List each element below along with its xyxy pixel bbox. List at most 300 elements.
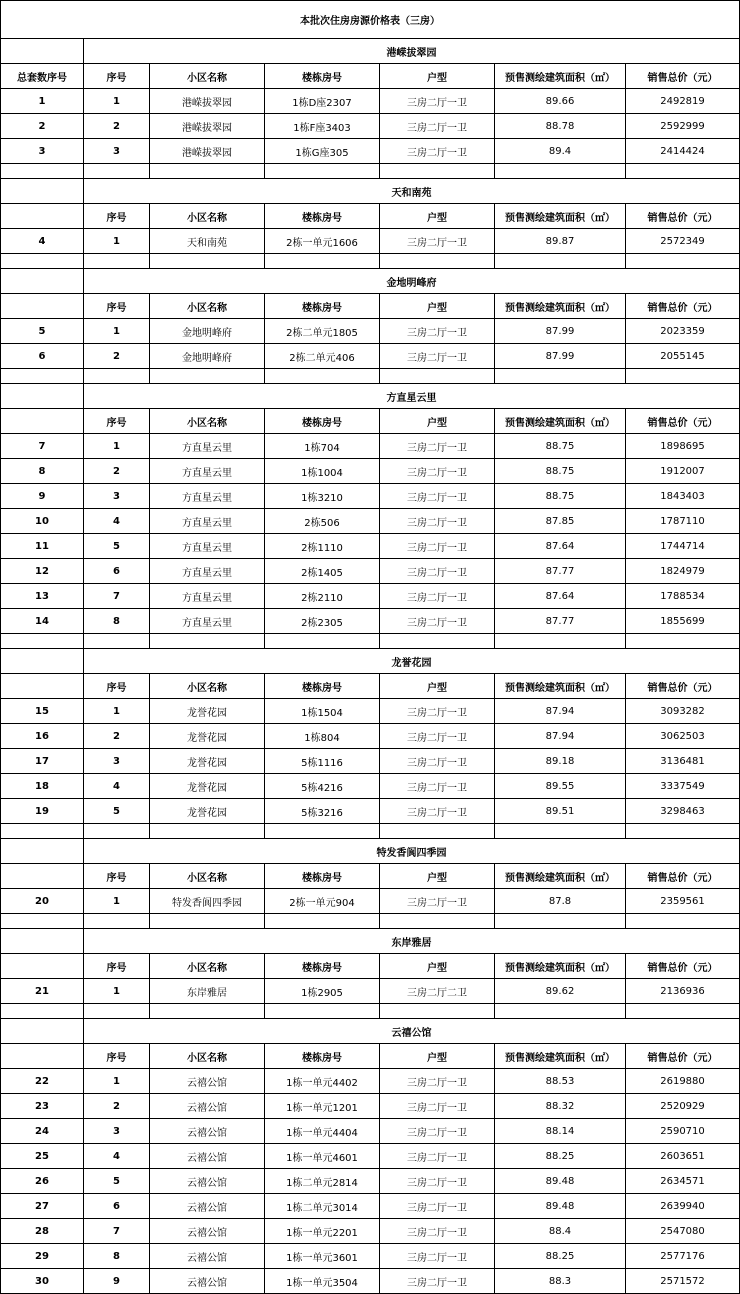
cell-community: 港嵘拔翠园 — [150, 89, 265, 114]
cell-area: 87.77 — [495, 609, 626, 634]
header-index: 序号 — [84, 674, 150, 699]
cell-unit: 1栋G座305 — [265, 139, 380, 164]
cell-area: 88.78 — [495, 114, 626, 139]
table-row — [1, 1119, 740, 1144]
table-row — [1, 1069, 740, 1094]
group-spacer — [1, 914, 740, 929]
empty-cell — [1, 649, 84, 674]
cell-unit: 1栋一单元4601 — [265, 1144, 380, 1169]
header-price: 销售总价（元） — [626, 954, 740, 979]
cell-layout: 三房二厅一卫 — [380, 799, 495, 824]
cell-total-index: 11 — [1, 534, 84, 559]
cell-layout: 三房二厅一卫 — [380, 139, 495, 164]
cell-price: 1898695 — [626, 434, 740, 459]
header-unit: 楼栋房号 — [265, 204, 380, 229]
header-area: 预售测绘建筑面积（㎡） — [495, 864, 626, 889]
cell-unit: 1栋1504 — [265, 699, 380, 724]
header-total-index: 总套数序号 — [1, 64, 84, 89]
cell-unit: 1栋2905 — [265, 979, 380, 1004]
cell-unit: 1栋D座2307 — [265, 89, 380, 114]
cell-index: 1 — [84, 699, 150, 724]
cell-unit: 1栋二单元2814 — [265, 1169, 380, 1194]
cell-community: 金地明峰府 — [150, 344, 265, 369]
cell-price: 2359561 — [626, 889, 740, 914]
group-name-row — [1, 929, 740, 954]
table-row — [1, 344, 740, 369]
cell-unit: 2栋二单元1805 — [265, 319, 380, 344]
cell-price: 3093282 — [626, 699, 740, 724]
cell-community: 云禧公馆 — [150, 1194, 265, 1219]
cell-price: 3136481 — [626, 749, 740, 774]
header-row — [1, 954, 740, 979]
cell-area: 87.8 — [495, 889, 626, 914]
cell-unit: 2栋一单元1606 — [265, 229, 380, 254]
cell-area: 87.64 — [495, 584, 626, 609]
cell-total-index: 5 — [1, 319, 84, 344]
cell-area: 87.94 — [495, 699, 626, 724]
cell-price: 2547080 — [626, 1219, 740, 1244]
cell-layout: 三房二厅一卫 — [380, 1244, 495, 1269]
cell-layout: 三房二厅一卫 — [380, 1119, 495, 1144]
empty-cell — [1, 1044, 84, 1069]
header-layout: 户型 — [380, 64, 495, 89]
cell-index: 5 — [84, 1169, 150, 1194]
cell-price: 1788534 — [626, 584, 740, 609]
empty-cell — [1, 929, 84, 954]
empty-cell — [1, 204, 84, 229]
cell-area: 88.53 — [495, 1069, 626, 1094]
empty-cell — [1, 384, 84, 409]
table-row — [1, 319, 740, 344]
table-row — [1, 1219, 740, 1244]
cell-layout: 三房二厅一卫 — [380, 1069, 495, 1094]
cell-index: 4 — [84, 774, 150, 799]
cell-price: 2572349 — [626, 229, 740, 254]
header-index: 序号 — [84, 204, 150, 229]
cell-area: 89.87 — [495, 229, 626, 254]
cell-price: 3062503 — [626, 724, 740, 749]
header-price: 销售总价（元） — [626, 409, 740, 434]
cell-community: 方直星云里 — [150, 584, 265, 609]
group-name-row — [1, 269, 740, 294]
cell-total-index: 9 — [1, 484, 84, 509]
cell-unit: 1栋一单元2201 — [265, 1219, 380, 1244]
cell-total-index: 26 — [1, 1169, 84, 1194]
cell-total-index: 17 — [1, 749, 84, 774]
cell-total-index: 27 — [1, 1194, 84, 1219]
cell-layout: 三房二厅一卫 — [380, 1194, 495, 1219]
cell-layout: 三房二厅一卫 — [380, 534, 495, 559]
table-row — [1, 1169, 740, 1194]
cell-unit: 2栋1110 — [265, 534, 380, 559]
cell-community: 方直星云里 — [150, 559, 265, 584]
group-spacer — [1, 369, 740, 384]
cell-community: 云禧公馆 — [150, 1094, 265, 1119]
cell-unit: 5栋1116 — [265, 749, 380, 774]
cell-index: 8 — [84, 609, 150, 634]
header-layout: 户型 — [380, 1044, 495, 1069]
cell-price: 2592999 — [626, 114, 740, 139]
table-row — [1, 1244, 740, 1269]
cell-unit: 1栋一单元4404 — [265, 1119, 380, 1144]
cell-unit: 1栋二单元3014 — [265, 1194, 380, 1219]
cell-layout: 三房二厅一卫 — [380, 344, 495, 369]
empty-cell — [1, 179, 84, 204]
page-title: 本批次住房房源价格表（三房） — [1, 1, 740, 39]
table-row — [1, 609, 740, 634]
header-unit: 楼栋房号 — [265, 954, 380, 979]
empty-cell — [1, 409, 84, 434]
cell-community: 云禧公馆 — [150, 1119, 265, 1144]
header-price: 销售总价（元） — [626, 674, 740, 699]
cell-area: 88.4 — [495, 1219, 626, 1244]
cell-index: 3 — [84, 139, 150, 164]
table-row — [1, 89, 740, 114]
cell-price: 2055145 — [626, 344, 740, 369]
cell-index: 1 — [84, 89, 150, 114]
cell-layout: 三房二厅一卫 — [380, 1219, 495, 1244]
group-name-row — [1, 39, 740, 64]
cell-area: 89.48 — [495, 1194, 626, 1219]
cell-area: 89.48 — [495, 1169, 626, 1194]
cell-index: 4 — [84, 509, 150, 534]
cell-price: 1787110 — [626, 509, 740, 534]
group-spacer — [1, 164, 740, 179]
cell-price: 2590710 — [626, 1119, 740, 1144]
cell-index: 2 — [84, 1094, 150, 1119]
cell-community: 方直星云里 — [150, 459, 265, 484]
cell-area: 87.64 — [495, 534, 626, 559]
cell-unit: 5栋3216 — [265, 799, 380, 824]
cell-community: 龙誉花园 — [150, 749, 265, 774]
cell-area: 88.3 — [495, 1269, 626, 1294]
cell-area: 87.99 — [495, 319, 626, 344]
cell-community: 龙誉花园 — [150, 774, 265, 799]
table-row — [1, 459, 740, 484]
cell-area: 88.75 — [495, 434, 626, 459]
group-name: 龙誉花园 — [84, 649, 740, 674]
cell-unit: 2栋2110 — [265, 584, 380, 609]
empty-cell — [1, 294, 84, 319]
cell-area: 88.75 — [495, 484, 626, 509]
header-unit: 楼栋房号 — [265, 294, 380, 319]
header-community: 小区名称 — [150, 1044, 265, 1069]
group-name-row — [1, 179, 740, 204]
cell-price: 2639940 — [626, 1194, 740, 1219]
header-unit: 楼栋房号 — [265, 409, 380, 434]
cell-layout: 三房二厅一卫 — [380, 609, 495, 634]
cell-community: 云禧公馆 — [150, 1169, 265, 1194]
cell-layout: 三房二厅一卫 — [380, 89, 495, 114]
group-spacer — [1, 634, 740, 649]
header-layout: 户型 — [380, 204, 495, 229]
header-index: 序号 — [84, 64, 150, 89]
cell-layout: 三房二厅一卫 — [380, 1169, 495, 1194]
cell-unit: 2栋1405 — [265, 559, 380, 584]
header-layout: 户型 — [380, 294, 495, 319]
cell-index: 5 — [84, 799, 150, 824]
cell-index: 5 — [84, 534, 150, 559]
cell-area: 89.51 — [495, 799, 626, 824]
cell-unit: 2栋2305 — [265, 609, 380, 634]
cell-index: 3 — [84, 484, 150, 509]
empty-cell — [1, 269, 84, 294]
cell-layout: 三房二厅一卫 — [380, 114, 495, 139]
header-community: 小区名称 — [150, 674, 265, 699]
group-name-row — [1, 384, 740, 409]
empty-cell — [1, 39, 84, 64]
cell-price: 2619880 — [626, 1069, 740, 1094]
cell-area: 88.32 — [495, 1094, 626, 1119]
cell-area: 89.55 — [495, 774, 626, 799]
cell-price: 2414424 — [626, 139, 740, 164]
header-price: 销售总价（元） — [626, 294, 740, 319]
cell-price: 1824979 — [626, 559, 740, 584]
header-area: 预售测绘建筑面积（㎡） — [495, 409, 626, 434]
header-index: 序号 — [84, 954, 150, 979]
cell-layout: 三房二厅一卫 — [380, 229, 495, 254]
header-unit: 楼栋房号 — [265, 64, 380, 89]
cell-index: 7 — [84, 584, 150, 609]
empty-cell — [1, 954, 84, 979]
group-name: 云禧公馆 — [84, 1019, 740, 1044]
table-row — [1, 434, 740, 459]
header-unit: 楼栋房号 — [265, 1044, 380, 1069]
table-row — [1, 724, 740, 749]
group-name-row — [1, 649, 740, 674]
header-community: 小区名称 — [150, 204, 265, 229]
cell-price: 2577176 — [626, 1244, 740, 1269]
cell-community: 特发香阆四季园 — [150, 889, 265, 914]
cell-layout: 三房二厅一卫 — [380, 699, 495, 724]
header-unit: 楼栋房号 — [265, 674, 380, 699]
table-row — [1, 799, 740, 824]
cell-index: 9 — [84, 1269, 150, 1294]
empty-cell — [1, 864, 84, 889]
cell-community: 方直星云里 — [150, 509, 265, 534]
group-spacer — [1, 824, 740, 839]
header-price: 销售总价（元） — [626, 1044, 740, 1069]
header-unit: 楼栋房号 — [265, 864, 380, 889]
cell-layout: 三房二厅一卫 — [380, 484, 495, 509]
group-name-row — [1, 1019, 740, 1044]
cell-layout: 三房二厅一卫 — [380, 1094, 495, 1119]
cell-total-index: 29 — [1, 1244, 84, 1269]
group-name: 港嵘拔翠园 — [84, 39, 740, 64]
cell-community: 天和南苑 — [150, 229, 265, 254]
cell-index: 1 — [84, 979, 150, 1004]
cell-unit: 2栋一单元904 — [265, 889, 380, 914]
header-price: 销售总价（元） — [626, 64, 740, 89]
cell-unit: 2栋506 — [265, 509, 380, 534]
cell-area: 87.77 — [495, 559, 626, 584]
cell-index: 1 — [84, 1069, 150, 1094]
cell-community: 东岸雅居 — [150, 979, 265, 1004]
cell-price: 3298463 — [626, 799, 740, 824]
table-row — [1, 1269, 740, 1294]
cell-total-index: 8 — [1, 459, 84, 484]
header-price: 销售总价（元） — [626, 204, 740, 229]
cell-total-index: 3 — [1, 139, 84, 164]
header-index: 序号 — [84, 864, 150, 889]
table-row — [1, 699, 740, 724]
header-index: 序号 — [84, 409, 150, 434]
cell-layout: 三房二厅一卫 — [380, 1269, 495, 1294]
header-area: 预售测绘建筑面积（㎡） — [495, 674, 626, 699]
group-spacer — [1, 1004, 740, 1019]
cell-community: 金地明峰府 — [150, 319, 265, 344]
table-row — [1, 1144, 740, 1169]
cell-community: 云禧公馆 — [150, 1269, 265, 1294]
header-row — [1, 294, 740, 319]
table-row — [1, 484, 740, 509]
header-layout: 户型 — [380, 674, 495, 699]
cell-total-index: 2 — [1, 114, 84, 139]
header-area: 预售测绘建筑面积（㎡） — [495, 1044, 626, 1069]
header-layout: 户型 — [380, 954, 495, 979]
group-name: 金地明峰府 — [84, 269, 740, 294]
cell-index: 7 — [84, 1219, 150, 1244]
cell-unit: 5栋4216 — [265, 774, 380, 799]
cell-layout: 三房二厅一卫 — [380, 1144, 495, 1169]
cell-layout: 三房二厅一卫 — [380, 724, 495, 749]
cell-community: 港嵘拔翠园 — [150, 139, 265, 164]
header-row — [1, 864, 740, 889]
cell-area: 88.25 — [495, 1244, 626, 1269]
cell-total-index: 22 — [1, 1069, 84, 1094]
header-layout: 户型 — [380, 409, 495, 434]
cell-area: 87.85 — [495, 509, 626, 534]
header-layout: 户型 — [380, 864, 495, 889]
cell-index: 6 — [84, 559, 150, 584]
cell-index: 3 — [84, 1119, 150, 1144]
cell-layout: 三房二厅一卫 — [380, 559, 495, 584]
table-row — [1, 774, 740, 799]
header-area: 预售测绘建筑面积（㎡） — [495, 64, 626, 89]
cell-index: 2 — [84, 724, 150, 749]
table-row — [1, 749, 740, 774]
cell-total-index: 6 — [1, 344, 84, 369]
table-row — [1, 1094, 740, 1119]
cell-total-index: 1 — [1, 89, 84, 114]
cell-total-index: 7 — [1, 434, 84, 459]
group-name: 方直星云里 — [84, 384, 740, 409]
table-row — [1, 889, 740, 914]
cell-area: 88.14 — [495, 1119, 626, 1144]
header-community: 小区名称 — [150, 954, 265, 979]
cell-index: 4 — [84, 1144, 150, 1169]
cell-unit: 1栋1004 — [265, 459, 380, 484]
cell-community: 方直星云里 — [150, 484, 265, 509]
cell-unit: 1栋一单元3601 — [265, 1244, 380, 1269]
table-row — [1, 114, 740, 139]
cell-unit: 2栋二单元406 — [265, 344, 380, 369]
header-index: 序号 — [84, 294, 150, 319]
cell-total-index: 20 — [1, 889, 84, 914]
cell-total-index: 21 — [1, 979, 84, 1004]
cell-price: 2023359 — [626, 319, 740, 344]
cell-area: 89.18 — [495, 749, 626, 774]
header-row — [1, 204, 740, 229]
cell-index: 2 — [84, 114, 150, 139]
empty-cell — [1, 1019, 84, 1044]
cell-unit: 1栋3210 — [265, 484, 380, 509]
cell-price: 1843403 — [626, 484, 740, 509]
header-community: 小区名称 — [150, 409, 265, 434]
cell-price: 2571572 — [626, 1269, 740, 1294]
cell-price: 1744714 — [626, 534, 740, 559]
header-area: 预售测绘建筑面积（㎡） — [495, 204, 626, 229]
cell-unit: 1栋一单元4402 — [265, 1069, 380, 1094]
cell-total-index: 13 — [1, 584, 84, 609]
cell-community: 云禧公馆 — [150, 1069, 265, 1094]
cell-community: 方直星云里 — [150, 434, 265, 459]
group-name: 东岸雅居 — [84, 929, 740, 954]
cell-community: 方直星云里 — [150, 609, 265, 634]
group-name-row — [1, 839, 740, 864]
cell-layout: 三房二厅一卫 — [380, 509, 495, 534]
table-row — [1, 229, 740, 254]
header-row — [1, 64, 740, 89]
cell-community: 龙誉花园 — [150, 724, 265, 749]
cell-index: 2 — [84, 344, 150, 369]
cell-unit: 1栋一单元1201 — [265, 1094, 380, 1119]
table-row — [1, 584, 740, 609]
cell-total-index: 16 — [1, 724, 84, 749]
cell-price: 2634571 — [626, 1169, 740, 1194]
cell-area: 88.75 — [495, 459, 626, 484]
cell-price: 1855699 — [626, 609, 740, 634]
cell-price: 2492819 — [626, 89, 740, 114]
header-community: 小区名称 — [150, 294, 265, 319]
cell-total-index: 12 — [1, 559, 84, 584]
cell-total-index: 15 — [1, 699, 84, 724]
cell-area: 88.25 — [495, 1144, 626, 1169]
table-row — [1, 559, 740, 584]
cell-price: 2520929 — [626, 1094, 740, 1119]
cell-area: 87.94 — [495, 724, 626, 749]
cell-community: 龙誉花园 — [150, 799, 265, 824]
table-row — [1, 509, 740, 534]
cell-price: 1912007 — [626, 459, 740, 484]
cell-total-index: 28 — [1, 1219, 84, 1244]
header-area: 预售测绘建筑面积（㎡） — [495, 954, 626, 979]
cell-total-index: 19 — [1, 799, 84, 824]
table-row — [1, 979, 740, 1004]
cell-layout: 三房二厅一卫 — [380, 319, 495, 344]
table-row — [1, 139, 740, 164]
cell-layout: 三房二厅一卫 — [380, 774, 495, 799]
cell-unit: 1栋704 — [265, 434, 380, 459]
cell-total-index: 30 — [1, 1269, 84, 1294]
table-row — [1, 1194, 740, 1219]
group-spacer — [1, 254, 740, 269]
cell-total-index: 14 — [1, 609, 84, 634]
header-community: 小区名称 — [150, 864, 265, 889]
cell-community: 云禧公馆 — [150, 1219, 265, 1244]
header-index: 序号 — [84, 1044, 150, 1069]
cell-total-index: 18 — [1, 774, 84, 799]
cell-layout: 三房二厅一卫 — [380, 749, 495, 774]
cell-community: 云禧公馆 — [150, 1244, 265, 1269]
cell-unit: 1栋F座3403 — [265, 114, 380, 139]
cell-index: 2 — [84, 459, 150, 484]
cell-area: 89.66 — [495, 89, 626, 114]
cell-price: 2136936 — [626, 979, 740, 1004]
empty-cell — [1, 674, 84, 699]
empty-cell — [1, 839, 84, 864]
cell-layout: 三房二厅二卫 — [380, 979, 495, 1004]
